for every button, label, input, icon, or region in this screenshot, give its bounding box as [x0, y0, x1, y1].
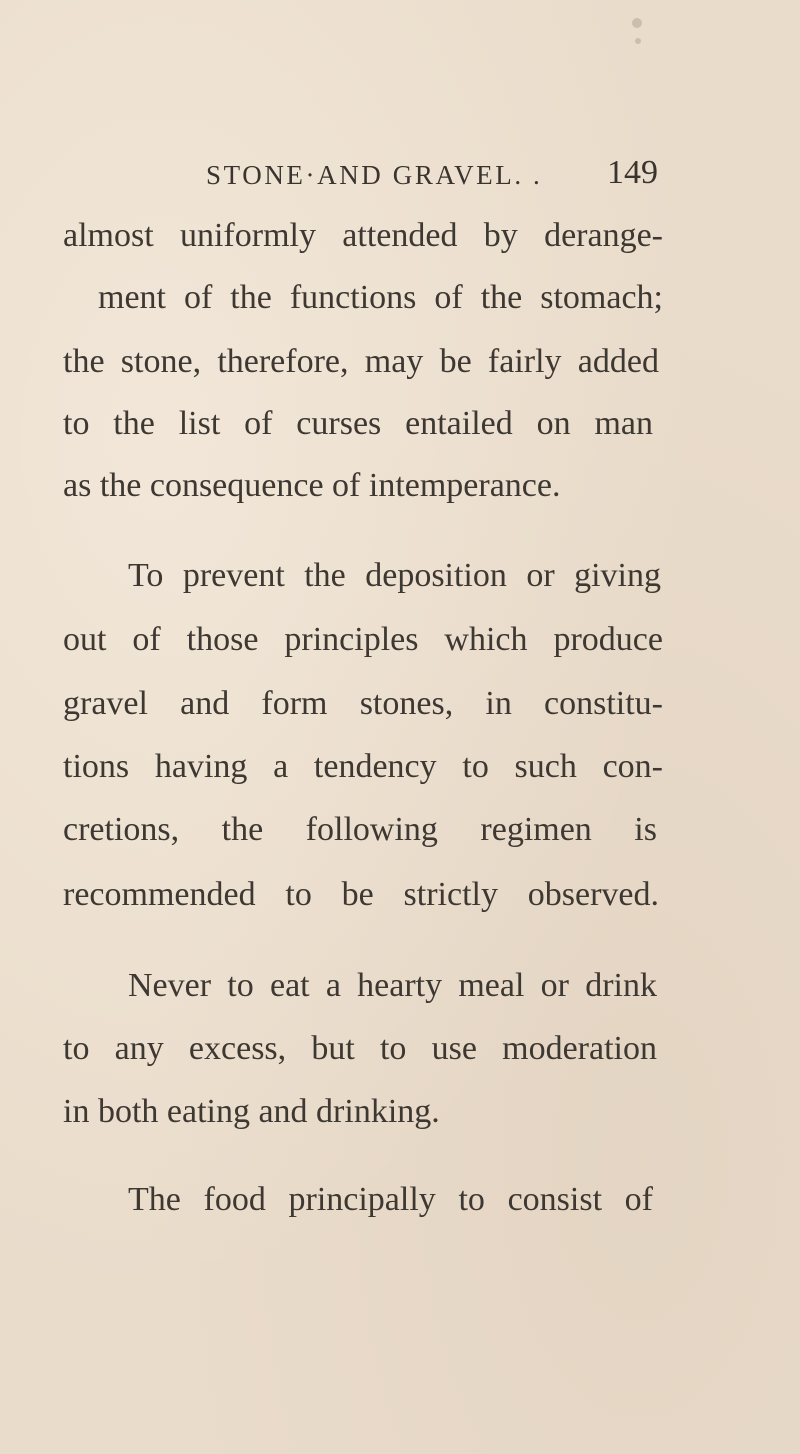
text-line: recommended to be strictly observed. — [63, 876, 659, 913]
paper-speck — [632, 18, 642, 28]
text-line: cretions, the following regimen is — [63, 811, 657, 848]
paper-speck — [545, 826, 549, 830]
text-line: the stone, therefore, may be fairly added — [63, 343, 659, 380]
text-line: almost uniformly attended by derange- — [63, 217, 663, 254]
text-line: The food principally to consist of — [128, 1181, 653, 1218]
text-line: as the consequence of intemperance. — [63, 467, 561, 504]
text-line: tions having a tendency to such con- — [63, 748, 663, 785]
text-line: out of those principles which produce — [63, 621, 663, 658]
running-head — [206, 154, 666, 204]
text-line: to the list of curses entailed on man — [63, 405, 653, 442]
paper-speck — [635, 38, 641, 44]
running-title: STONE·AND GRAVEL. . — [206, 160, 543, 190]
text-line: gravel and form stones, in constitu- — [63, 685, 663, 722]
text-line: Never to eat a hearty meal or drink — [128, 967, 657, 1004]
text-line: in both eating and drinking. — [63, 1093, 440, 1130]
text-line: ment of the functions of the stomach; — [98, 279, 663, 316]
text-line: to any excess, but to use moderation — [63, 1030, 657, 1067]
text-line: To prevent the deposition or giving — [128, 557, 661, 594]
page-number: 149 — [607, 154, 658, 191]
